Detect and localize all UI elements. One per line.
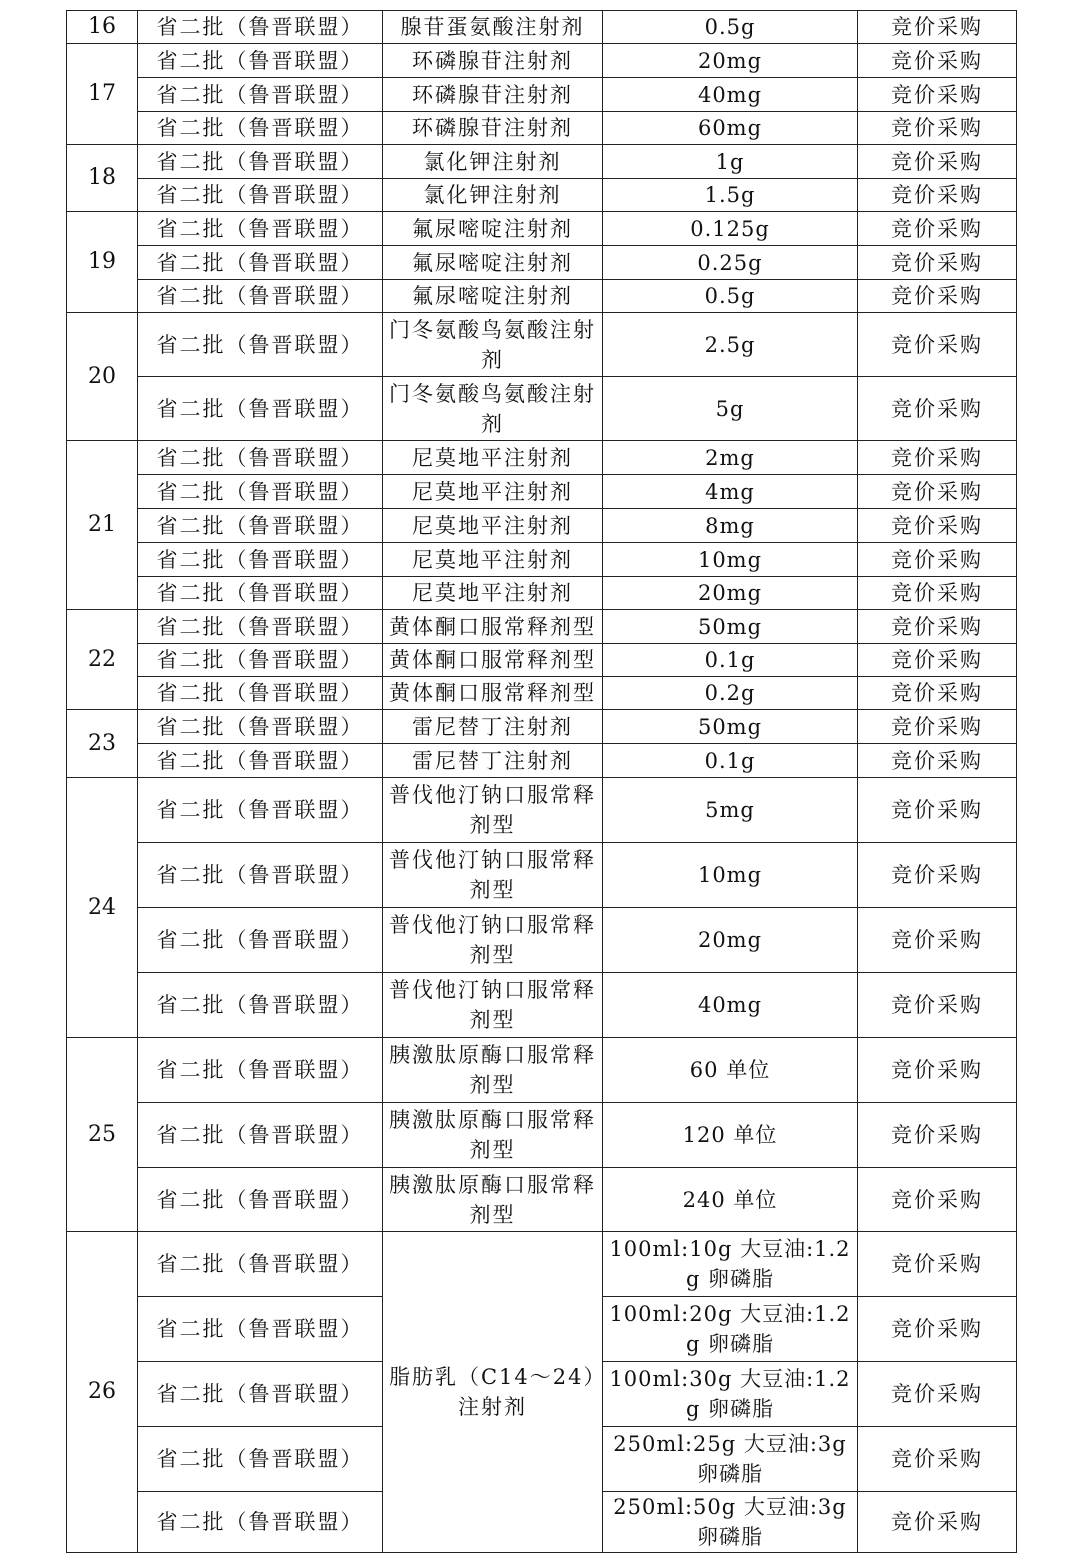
method-cell: 竞价采购 — [858, 1297, 1017, 1362]
batch-cell: 省二批（鲁晋联盟） — [138, 475, 383, 509]
spec-cell: 0.5g — [603, 11, 858, 44]
table-row — [67, 543, 1017, 577]
table-row — [67, 843, 1017, 908]
table-row — [67, 44, 1017, 78]
method-cell: 竞价采购 — [858, 78, 1017, 112]
table-row — [67, 644, 1017, 677]
drug-name-cell: 尼莫地平注射剂 — [383, 475, 603, 509]
drug-name-cell: 尼莫地平注射剂 — [383, 543, 603, 577]
spec-cell: 240 单位 — [603, 1168, 858, 1232]
drug-name-cell: 尼莫地平注射剂 — [383, 577, 603, 610]
table-row — [67, 509, 1017, 543]
batch-cell: 省二批（鲁晋联盟） — [138, 509, 383, 543]
method-cell: 竞价采购 — [858, 145, 1017, 179]
batch-cell: 省二批（鲁晋联盟） — [138, 644, 383, 677]
batch-cell: 省二批（鲁晋联盟） — [138, 377, 383, 441]
table-row — [67, 744, 1017, 778]
spec-cell: 2.5g — [603, 313, 858, 377]
spec-cell: 2mg — [603, 441, 858, 475]
batch-cell: 省二批（鲁晋联盟） — [138, 112, 383, 145]
row-number: 26 — [67, 1232, 138, 1553]
drug-name-cell: 氯化钾注射剂 — [383, 179, 603, 212]
batch-cell: 省二批（鲁晋联盟） — [138, 179, 383, 212]
batch-cell: 省二批（鲁晋联盟） — [138, 1232, 383, 1297]
method-cell: 竞价采购 — [858, 280, 1017, 313]
batch-cell: 省二批（鲁晋联盟） — [138, 1492, 383, 1553]
spec-cell: 50mg — [603, 610, 858, 644]
drug-name-cell: 普伐他汀钠口服常释剂型 — [383, 973, 603, 1038]
drug-name-cell: 门冬氨酸鸟氨酸注射剂 — [383, 313, 603, 377]
spec-cell: 0.2g — [603, 677, 858, 710]
spec-cell: 5g — [603, 377, 858, 441]
method-cell: 竞价采购 — [858, 475, 1017, 509]
spec-cell: 60 单位 — [603, 1038, 858, 1103]
method-cell: 竞价采购 — [858, 710, 1017, 744]
batch-cell: 省二批（鲁晋联盟） — [138, 313, 383, 377]
table-row — [67, 246, 1017, 280]
batch-cell: 省二批（鲁晋联盟） — [138, 78, 383, 112]
row-number: 24 — [67, 778, 138, 1038]
table-row — [67, 677, 1017, 710]
table-row — [67, 908, 1017, 973]
row-number: 17 — [67, 44, 138, 145]
spec-cell: 8mg — [603, 509, 858, 543]
drug-name-cell: 氟尿嘧啶注射剂 — [383, 212, 603, 246]
batch-cell: 省二批（鲁晋联盟） — [138, 11, 383, 44]
method-cell: 竞价采购 — [858, 1492, 1017, 1553]
table-row — [67, 710, 1017, 744]
spec-cell: 0.1g — [603, 644, 858, 677]
method-cell: 竞价采购 — [858, 377, 1017, 441]
batch-cell: 省二批（鲁晋联盟） — [138, 280, 383, 313]
method-cell: 竞价采购 — [858, 212, 1017, 246]
spec-cell: 40mg — [603, 78, 858, 112]
batch-cell: 省二批（鲁晋联盟） — [138, 744, 383, 778]
spec-cell: 100ml:10g 大豆油:1.2g 卵磷脂 — [603, 1232, 858, 1297]
spec-cell: 100ml:20g 大豆油:1.2g 卵磷脂 — [603, 1297, 858, 1362]
batch-cell: 省二批（鲁晋联盟） — [138, 246, 383, 280]
drug-name-cell: 腺苷蛋氨酸注射剂 — [383, 11, 603, 44]
batch-cell: 省二批（鲁晋联盟） — [138, 145, 383, 179]
drug-name-cell: 普伐他汀钠口服常释剂型 — [383, 843, 603, 908]
method-cell: 竞价采购 — [858, 44, 1017, 78]
table-row — [67, 778, 1017, 843]
drug-name-cell: 普伐他汀钠口服常释剂型 — [383, 908, 603, 973]
method-cell: 竞价采购 — [858, 577, 1017, 610]
method-cell: 竞价采购 — [858, 744, 1017, 778]
batch-cell: 省二批（鲁晋联盟） — [138, 441, 383, 475]
spec-cell: 1.5g — [603, 179, 858, 212]
method-cell: 竞价采购 — [858, 1038, 1017, 1103]
drug-name-cell: 环磷腺苷注射剂 — [383, 112, 603, 145]
method-cell: 竞价采购 — [858, 509, 1017, 543]
table-row — [67, 610, 1017, 644]
procurement-table — [66, 10, 1017, 1553]
spec-cell: 250ml:50g 大豆油:3g 卵磷脂 — [603, 1492, 858, 1553]
batch-cell: 省二批（鲁晋联盟） — [138, 1297, 383, 1362]
table-row — [67, 475, 1017, 509]
method-cell: 竞价采购 — [858, 973, 1017, 1038]
spec-cell: 20mg — [603, 577, 858, 610]
table-row — [67, 377, 1017, 441]
drug-name-cell: 尼莫地平注射剂 — [383, 441, 603, 475]
drug-name-cell: 氟尿嘧啶注射剂 — [383, 280, 603, 313]
batch-cell: 省二批（鲁晋联盟） — [138, 1427, 383, 1492]
spec-cell: 50mg — [603, 710, 858, 744]
drug-name-cell: 门冬氨酸鸟氨酸注射剂 — [383, 377, 603, 441]
batch-cell: 省二批（鲁晋联盟） — [138, 610, 383, 644]
spec-cell: 5mg — [603, 778, 858, 843]
table-row — [67, 1103, 1017, 1168]
table-row — [67, 212, 1017, 246]
batch-cell: 省二批（鲁晋联盟） — [138, 973, 383, 1038]
batch-cell: 省二批（鲁晋联盟） — [138, 44, 383, 78]
table-row — [67, 11, 1017, 44]
table-row — [67, 1232, 1017, 1297]
drug-name-cell: 尼莫地平注射剂 — [383, 509, 603, 543]
method-cell: 竞价采购 — [858, 1168, 1017, 1232]
spec-cell: 4mg — [603, 475, 858, 509]
row-number: 25 — [67, 1038, 138, 1232]
spec-cell: 0.125g — [603, 212, 858, 246]
method-cell: 竞价采购 — [858, 441, 1017, 475]
row-number: 18 — [67, 145, 138, 212]
batch-cell: 省二批（鲁晋联盟） — [138, 843, 383, 908]
batch-cell: 省二批（鲁晋联盟） — [138, 1362, 383, 1427]
batch-cell: 省二批（鲁晋联盟） — [138, 577, 383, 610]
batch-cell: 省二批（鲁晋联盟） — [138, 778, 383, 843]
method-cell: 竞价采购 — [858, 11, 1017, 44]
method-cell: 竞价采购 — [858, 908, 1017, 973]
spec-cell: 1g — [603, 145, 858, 179]
drug-name-cell: 氯化钾注射剂 — [383, 145, 603, 179]
batch-cell: 省二批（鲁晋联盟） — [138, 1168, 383, 1232]
table-row — [67, 313, 1017, 377]
spec-cell: 10mg — [603, 543, 858, 577]
method-cell: 竞价采购 — [858, 778, 1017, 843]
batch-cell: 省二批（鲁晋联盟） — [138, 710, 383, 744]
method-cell: 竞价采购 — [858, 1362, 1017, 1427]
method-cell: 竞价采购 — [858, 677, 1017, 710]
batch-cell: 省二批（鲁晋联盟） — [138, 908, 383, 973]
drug-name-cell: 脂肪乳（C14～24）注射剂 — [383, 1232, 603, 1553]
drug-name-cell: 雷尼替丁注射剂 — [383, 744, 603, 778]
drug-name-cell: 胰激肽原酶口服常释剂型 — [383, 1038, 603, 1103]
table-row — [67, 1038, 1017, 1103]
method-cell: 竞价采购 — [858, 1427, 1017, 1492]
batch-cell: 省二批（鲁晋联盟） — [138, 212, 383, 246]
drug-name-cell: 黄体酮口服常释剂型 — [383, 610, 603, 644]
batch-cell: 省二批（鲁晋联盟） — [138, 1103, 383, 1168]
method-cell: 竞价采购 — [858, 1103, 1017, 1168]
batch-cell: 省二批（鲁晋联盟） — [138, 543, 383, 577]
batch-cell: 省二批（鲁晋联盟） — [138, 677, 383, 710]
spec-cell: 0.5g — [603, 280, 858, 313]
drug-name-cell: 环磷腺苷注射剂 — [383, 44, 603, 78]
method-cell: 竞价采购 — [858, 843, 1017, 908]
spec-cell: 0.25g — [603, 246, 858, 280]
spec-cell: 120 单位 — [603, 1103, 858, 1168]
method-cell: 竞价采购 — [858, 246, 1017, 280]
spec-cell: 60mg — [603, 112, 858, 145]
table-row — [67, 441, 1017, 475]
spec-cell: 0.1g — [603, 744, 858, 778]
row-number: 16 — [67, 11, 138, 44]
drug-name-cell: 环磷腺苷注射剂 — [383, 78, 603, 112]
table-row — [67, 973, 1017, 1038]
spec-cell: 20mg — [603, 908, 858, 973]
drug-name-cell: 普伐他汀钠口服常释剂型 — [383, 778, 603, 843]
spec-cell: 100ml:30g 大豆油:1.2g 卵磷脂 — [603, 1362, 858, 1427]
method-cell: 竞价采购 — [858, 313, 1017, 377]
drug-name-cell: 黄体酮口服常释剂型 — [383, 677, 603, 710]
method-cell: 竞价采购 — [858, 644, 1017, 677]
table-row — [67, 78, 1017, 112]
row-number: 19 — [67, 212, 138, 313]
method-cell: 竞价采购 — [858, 1232, 1017, 1297]
method-cell: 竞价采购 — [858, 112, 1017, 145]
drug-name-cell: 胰激肽原酶口服常释剂型 — [383, 1103, 603, 1168]
table-row — [67, 145, 1017, 179]
batch-cell: 省二批（鲁晋联盟） — [138, 1038, 383, 1103]
table-row — [67, 1168, 1017, 1232]
drug-name-cell: 雷尼替丁注射剂 — [383, 710, 603, 744]
row-number: 21 — [67, 441, 138, 610]
table-row — [67, 577, 1017, 610]
spec-cell: 20mg — [603, 44, 858, 78]
table-row — [67, 280, 1017, 313]
row-number: 23 — [67, 710, 138, 778]
table-row — [67, 112, 1017, 145]
method-cell: 竞价采购 — [858, 179, 1017, 212]
spec-cell: 250ml:25g 大豆油:3g 卵磷脂 — [603, 1427, 858, 1492]
table-row — [67, 179, 1017, 212]
method-cell: 竞价采购 — [858, 543, 1017, 577]
spec-cell: 10mg — [603, 843, 858, 908]
drug-name-cell: 胰激肽原酶口服常释剂型 — [383, 1168, 603, 1232]
spec-cell: 40mg — [603, 973, 858, 1038]
row-number: 22 — [67, 610, 138, 710]
row-number: 20 — [67, 313, 138, 441]
drug-name-cell: 黄体酮口服常释剂型 — [383, 644, 603, 677]
method-cell: 竞价采购 — [858, 610, 1017, 644]
drug-name-cell: 氟尿嘧啶注射剂 — [383, 246, 603, 280]
